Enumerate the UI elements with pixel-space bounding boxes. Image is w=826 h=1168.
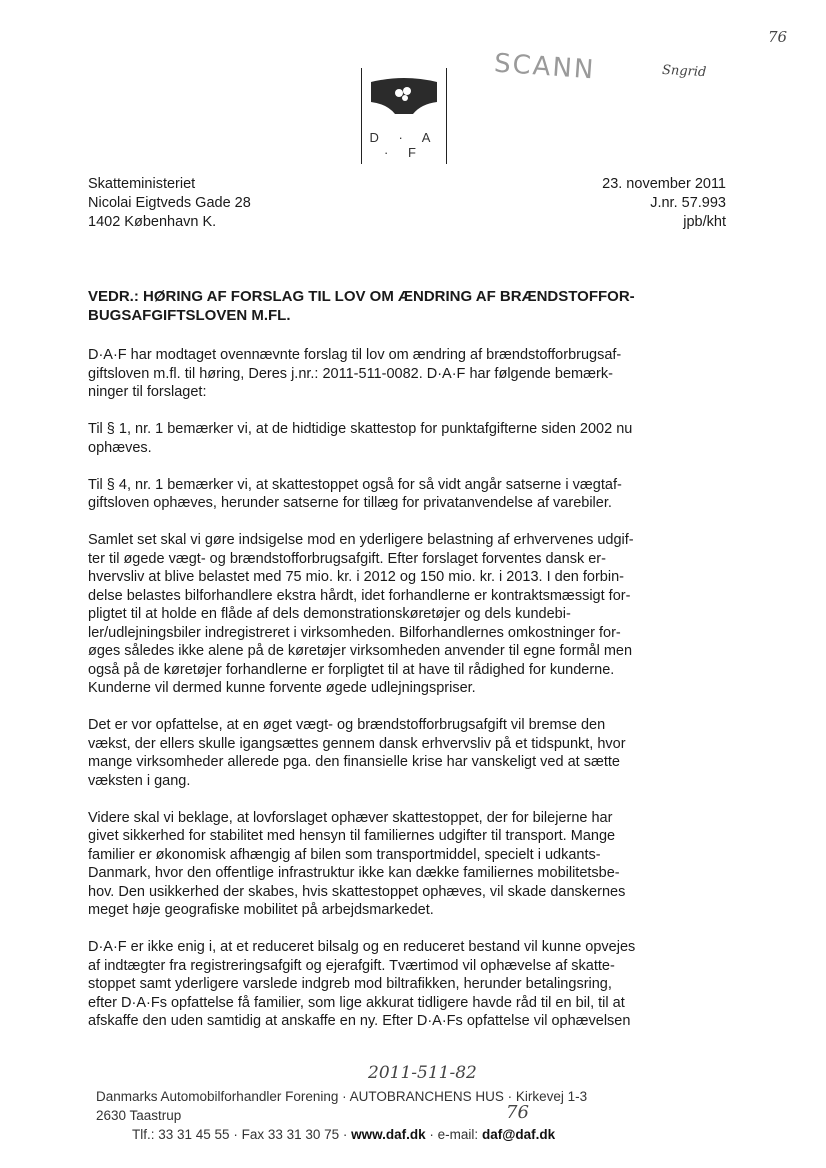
paragraph: Videre skal vi beklage, at lovforslaget ophæver skattestoppet, der for bilejerne har givet sikkerhed for stabilitet med hensyn til familiernes udgifter til transport. Mange familier er økonomisk afhængig af bilen som transportmiddel, specielt i udkants- Danmark, hvor den offentlige infrastruktur ikke kan dække familiernes mobilitetsbe- hov. Den usikkerhed der skabes, hvis skattestoppet ophæves, vil skade danskernes meget høje geografiske mobilitet på arbejdsmarkedet. xyxy=(88,809,626,918)
recipient-address xyxy=(88,175,251,232)
subject-heading: VEDR.: HØRING AF FORSLAG TIL LOV OM ÆNDRING AF BRÆNDSTOFFOR- BUGSAFGIFTSLOVEN M.FL. xyxy=(88,288,635,324)
footer-website: www.daf.dk xyxy=(351,1127,426,1142)
handwritten-reference: 2011-511-82 xyxy=(368,1063,477,1083)
paragraph: D·A·F har modtaget ovennævnte forslag til lov om ændring af brændstofforbrugsaf- giftsloven m.fl. til høring, Deres j.nr.: 2011-511-0082. D·A·F har følgende bemærk- ninger til forslaget: xyxy=(88,347,622,400)
paragraph: Det er vor opfattelse, at en øget vægt- og brændstofforbrugsafgift vil bremse den vækst, der ellers skulle igangsættes gennem dansk erhvervsliv på et tidspunkt, hvor mange virksomheder allerede pga. den finansielle krise har vanskeligt ved at sætte væksten i gang. xyxy=(88,717,626,789)
paragraph: Til § 1, nr. 1 bemærker vi, at de hidtidige skattestop for punktafgifterne siden 2002 nu ophæves. xyxy=(88,421,633,456)
logo-emblem-icon xyxy=(369,76,439,116)
handwritten-page-number: 76 xyxy=(768,28,788,46)
paragraph: D·A·F er ikke enig i, at et reduceret bilsalg og en reduceret bestand vil kunne opvejes af indtægter fra registreringsafgift og ejerafgift. Tværtimod vil ophævelse af skatte- stoppet samt yderligere varslede indgreb mod biltrafikken, herunder betalingsring, efter D·A·Fs opfattelse få familier, som lige akkurat tidligere havde råd til en bil, til at afskaffe den uden samtidig at anskaffe en ny. Efter D·A·Fs opfattelse vil ophævelsen xyxy=(88,939,636,1029)
footer-city: 2630 Taastrup xyxy=(96,1108,182,1123)
footer-contact: Tlf.: 33 31 45 55 · Fax 33 31 30 75 · www.daf.dk · e-mail: daf@daf.dk xyxy=(132,1127,556,1142)
footer-phone: Tlf.: 33 31 45 55 xyxy=(132,1127,230,1142)
paragraph: Til § 4, nr. 1 bemærker vi, at skattestoppet også for så vidt angår satserne i vægtaf- giftsloven ophæves, herunder satserne for tillæg for privatanvendelse af varebiler. xyxy=(88,476,622,511)
footer-fax: Fax 33 31 30 75 xyxy=(241,1127,340,1142)
initials: jpb/kht xyxy=(683,214,726,230)
handwritten-page-mark: 76 xyxy=(506,1102,529,1123)
letter-date: 23. november 2011 xyxy=(602,176,726,192)
recipient-line: Nicolai Eigtveds Gade 28 xyxy=(88,195,251,211)
footer-address: Danmarks Automobilforhandler Forening · AUTOBRANCHENS HUS · Kirkevej 1-3 xyxy=(96,1089,588,1104)
daf-logo xyxy=(361,68,447,164)
stamp-signature: Sngrid xyxy=(661,62,707,81)
recipient-line: Skatteministeriet xyxy=(88,176,196,192)
paragraph: Samlet set skal vi gøre indsigelse mod en yderligere belastning af erhvervenes udgif- ter til øgede vægt- og brændstofforbrugsafgift. Efter forslaget forventes dansk er- hvervsliv at blive belastet med 75 mio. kr. i 2012 og 150 mio. kr. i 2013. I den forbin- delse belastes bilforhandlere ekstra hårdt, idet forhandlerne er kontraktsmæssigt for- pligtet til at holde en flåde af dels demonstrationskøretøjer og dels kundebi- ler/udlejningsbiler indregistreret i virksomheden. Bilforhandlernes omkostninger for- øges således ikke alene på de køretøjer virksomheden anvender til egne formål men også på de køretøjer forhandlerne er forpligtet til at have til rådighed for kunderne. Kunderne vil dermed kunne forvente øgede udlejningspriser. xyxy=(88,532,634,696)
letter-body xyxy=(88,346,732,1049)
letterhead-footer xyxy=(96,1087,736,1144)
logo-text: D · A · F xyxy=(369,130,439,160)
scan-stamp: SCANN xyxy=(493,48,597,86)
footer-email-label: e-mail: xyxy=(437,1127,479,1142)
footer-email: daf@daf.dk xyxy=(481,1127,556,1142)
recipient-line: 1402 København K. xyxy=(88,214,217,230)
letter-meta xyxy=(520,175,726,232)
journal-number: J.nr. 57.993 xyxy=(650,195,726,211)
